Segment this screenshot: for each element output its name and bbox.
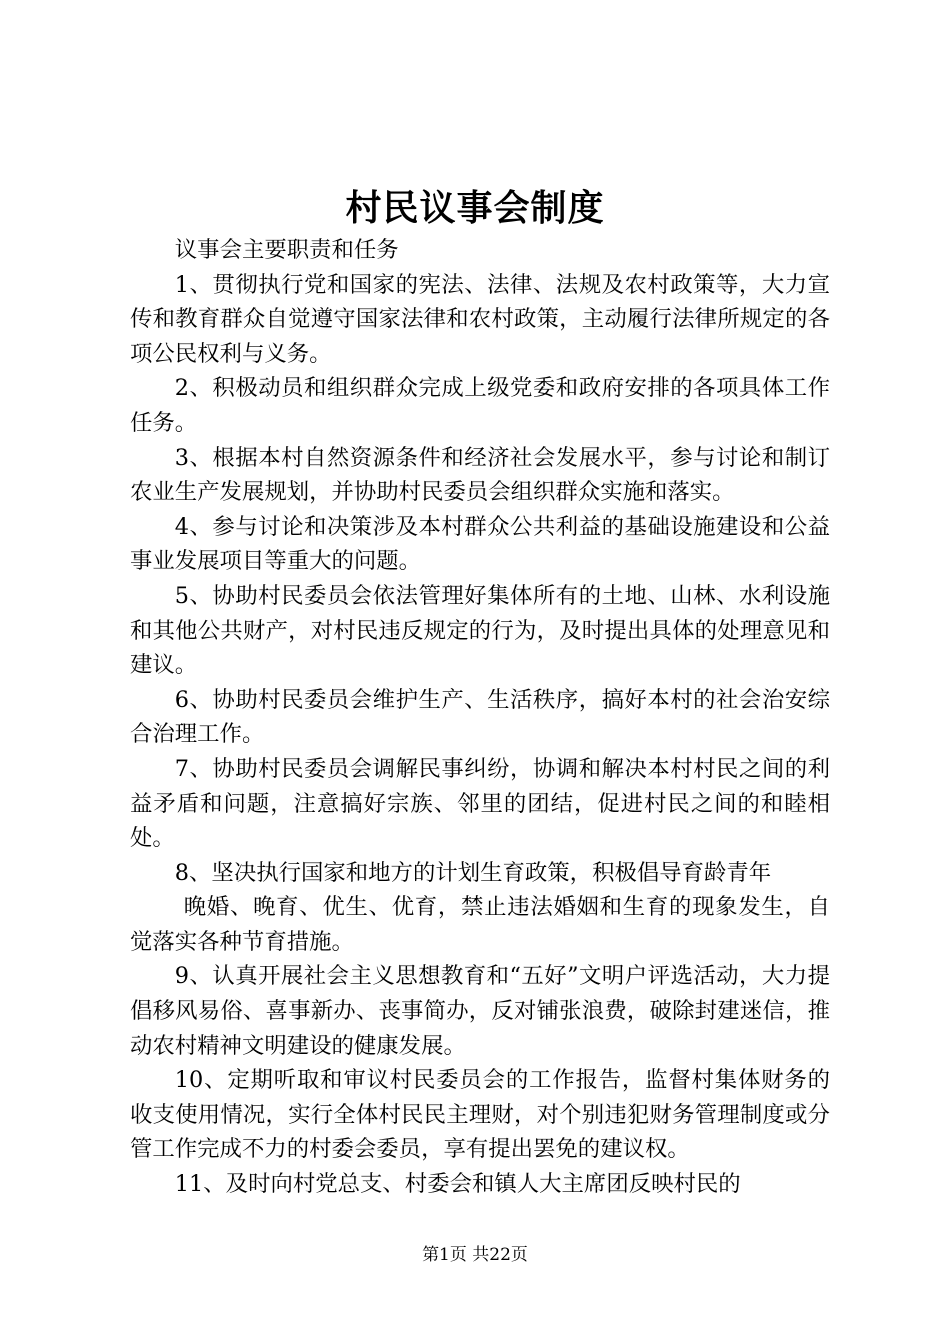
paragraph-item-3: 3、根据本村自然资源条件和经济社会发展水平，参与讨论和制订农业生产发展规划，并协助村民委员会组织群众实施和落实。	[130, 444, 830, 506]
paragraph-item-6: 6、协助村民委员会维护生产、生活秩序，搞好本村的社会治安综合治理工作。	[130, 686, 830, 748]
paragraph-item-7: 7、协助村民委员会调解民事纠纷，协调和解决本村村民之间的利益矛盾和问题，注意搞好宗族、邻里的团结，促进村民之间的和睦相处。	[130, 755, 830, 852]
paragraph-item-10: 10、定期听取和审议村民委员会的工作报告，监督村集体财务的收支使用情况，实行全体村民民主理财，对个别违犯财务管理制度或分管工作完成不力的村委会委员，享有提出罢免的建议权。	[130, 1067, 830, 1163]
paragraph-item-8-continued: 晚婚、晚育、优生、优育，禁止违法婚姻和生育的现象发生，自觉落实各种节育措施。	[130, 894, 830, 955]
paragraph-item-4: 4、参与讨论和决策涉及本村群众公共利益的基础设施建设和公益事业发展项目等重大的问题。	[130, 513, 830, 575]
document-body	[130, 233, 830, 1202]
paragraph-item-9: 9、认真开展社会主义思想教育和“五好”文明户评选活动，大力提倡移风易俗、喜事新办、丧事简办，反对铺张浪费，破除封建迷信，推动农村精神文明建设的健康发展。	[130, 963, 830, 1059]
paragraph-item-5: 5、协助村民委员会依法管理好集体所有的土地、山林、水利设施和其他公共财产，对村民违反规定的行为，及时提出具体的处理意见和建议。	[130, 582, 830, 679]
paragraph-item-2: 2、积极动员和组织群众完成上级党委和政府安排的各项具体工作任务。	[130, 375, 830, 436]
section-heading: 议事会主要职责和任务	[174, 237, 399, 263]
document-title: 村民议事会制度	[345, 187, 605, 229]
paragraph-item-1: 1、贯彻执行党和国家的宪法、法律、法规及农村政策等，大力宣传和教育群众自觉遵守国家法律和农村政策，主动履行法律所规定的各项公民权利与义务。	[130, 271, 830, 367]
paragraph-item-8: 8、坚决执行国家和地方的计划生育政策，积极倡导育龄青年	[174, 859, 772, 886]
page-footer: 第1页 共22页	[422, 1245, 528, 1265]
paragraph-item-11: 11、及时向村党总支、村委会和镇人大主席团反映村民的	[174, 1171, 741, 1198]
